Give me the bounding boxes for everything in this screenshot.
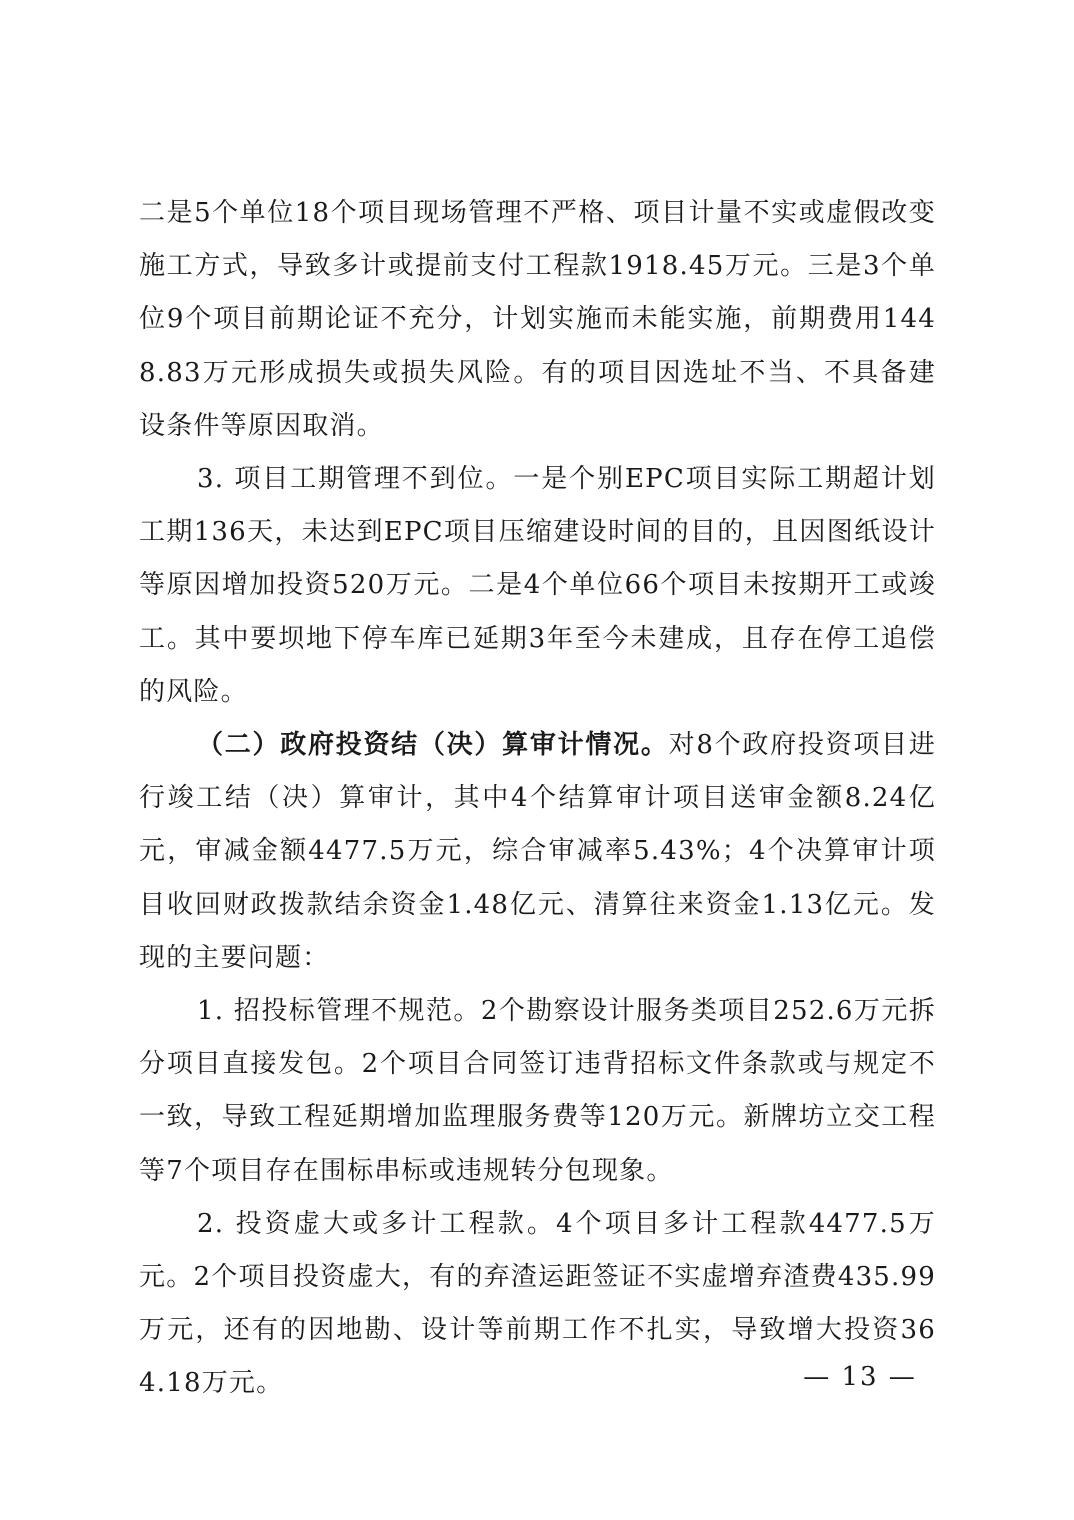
paragraph-3-text: 对8个政府投资项目进行竣工结（决）算审计，其中4个结算审计项目送审金额8.24亿元，审减金额4477.5万元，综合审减率5.43%；4个决算审计项目收回财政拨款结余资金1.48亿元、清算往来资金1.13亿元。发现的主要问题： [139, 730, 936, 973]
paragraph-2: 3. 项目工期管理不到位。一是个别EPC项目实际工期超计划工期136天，未达到EPC项目压缩建设时间的目的，且因图纸设计等原因增加投资520万元。二是4个单位66个项目未按期开工或竣工。其中要坝地下停车库已延期3年至今未建成，且存在停工追偿的风险。 [139, 464, 936, 707]
body-text [139, 187, 936, 1411]
paragraph-5: 2. 投资虚大或多计工程款。4个项目多计工程款4477.5万元。2个项目投资虚大，有的弃渣运距签证不实虚增弃渣费435.99万元，还有的因地勘、设计等前期工作不扎实，导致增大投资364.18万元。 [139, 1208, 936, 1399]
paragraph-1: 二是5个单位18个项目现场管理不严格、项目计量不实或虚假改变施工方式，导致多计或提前支付工程款1918.45万元。三是3个单位9个项目前期论证不充分，计划实施而未能实施，前期费用1448.83万元形成损失或损失风险。有的项目因选址不当、不具备建设条件等原因取消。 [139, 198, 936, 441]
section-heading: （二）政府投资结（决）算审计情况。 [197, 730, 669, 761]
paragraph-3 [139, 719, 936, 985]
page-number: — 13 — [803, 1362, 917, 1392]
paragraph-4: 1. 招投标管理不规范。2个勘察设计服务类项目252.6万元拆分项目直接发包。2个项目合同签订违背招标文件条款或与规定不一致，导致工程延期增加监理服务费等120万元。新牌坊立交工程等7个项目存在围标串标或违规转分包现象。 [139, 996, 936, 1186]
